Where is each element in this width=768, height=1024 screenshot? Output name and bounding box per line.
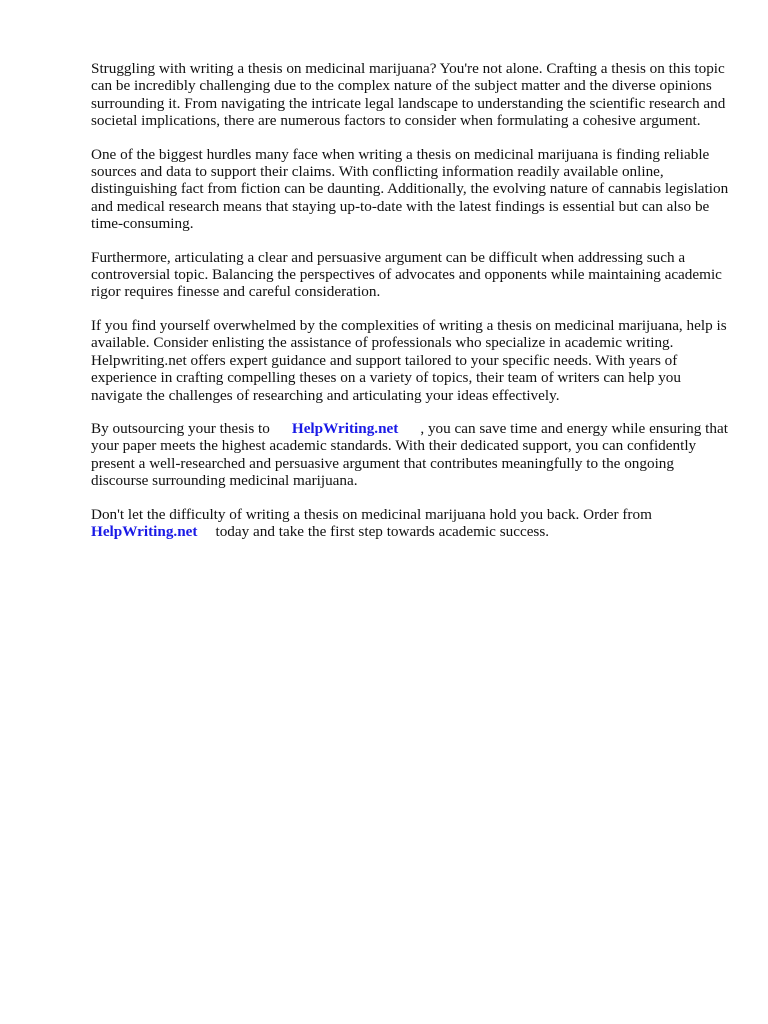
paragraph-call-to-action bbox=[91, 506, 731, 541]
paragraph-hurdles: One of the biggest hurdles many face when writing a thesis on medicinal marijuana is finding reliable sources and data to support their claims. With conflicting information readily available online, distinguishing fact from fiction can be daunting. Additionally, the evolving nature of cannabis legislation and medical research means that staying up-to-date with the latest findings is essential but can also be time-consuming. bbox=[91, 145, 729, 233]
paragraph-argument: Furthermore, articulating a clear and persuasive argument can be difficult when addressing such a controversial topic. Balancing the perspectives of advocates and opponents while maintaining academic rigor requires finesse and careful consideration. bbox=[91, 248, 722, 301]
outsourcing-text-after: , you can save time and energy while ensuring that your paper meets the highest academic standards. With their dedicated support, you can confidently present a well-researched and persuasive argument that contributes meaningfully to the ongoing discourse surrounding medicinal marijuana. bbox=[91, 419, 728, 490]
cta-text-before: Don't let the difficulty of writing a thesis on medicinal marijuana hold you back. Order from bbox=[91, 505, 652, 523]
helpwriting-link[interactable]: HelpWriting.net bbox=[291, 419, 399, 437]
paragraph-outsourcing bbox=[91, 420, 731, 490]
outsourcing-text-before: By outsourcing your thesis to bbox=[91, 419, 270, 437]
paragraph-intro: Struggling with writing a thesis on medicinal marijuana? You're not alone. Crafting a thesis on this topic can be incredibly challenging due to the complex nature of the subject matter and the diverse opinions surrounding it. From navigating the intricate legal landscape to understanding the scientific research and societal implications, there are numerous factors to consider when formulating a cohesive argument. bbox=[91, 60, 726, 130]
paragraph-help: If you find yourself overwhelmed by the complexities of writing a thesis on medicinal marijuana, help is available. Consider enlisting the assistance of professionals who specialize in academic writing. Helpwriting.net offers expert guidance and support tailored to your specific needs. With years of experience in crafting compelling theses on a variety of topics, their team of writers can help you navigate the challenges of researching and articulating your ideas effectively. bbox=[91, 316, 727, 404]
helpwriting-order-link[interactable]: HelpWriting.net bbox=[91, 522, 198, 540]
cta-text-after: today and take the first step towards academic success. bbox=[215, 522, 550, 540]
document-body bbox=[91, 60, 731, 556]
